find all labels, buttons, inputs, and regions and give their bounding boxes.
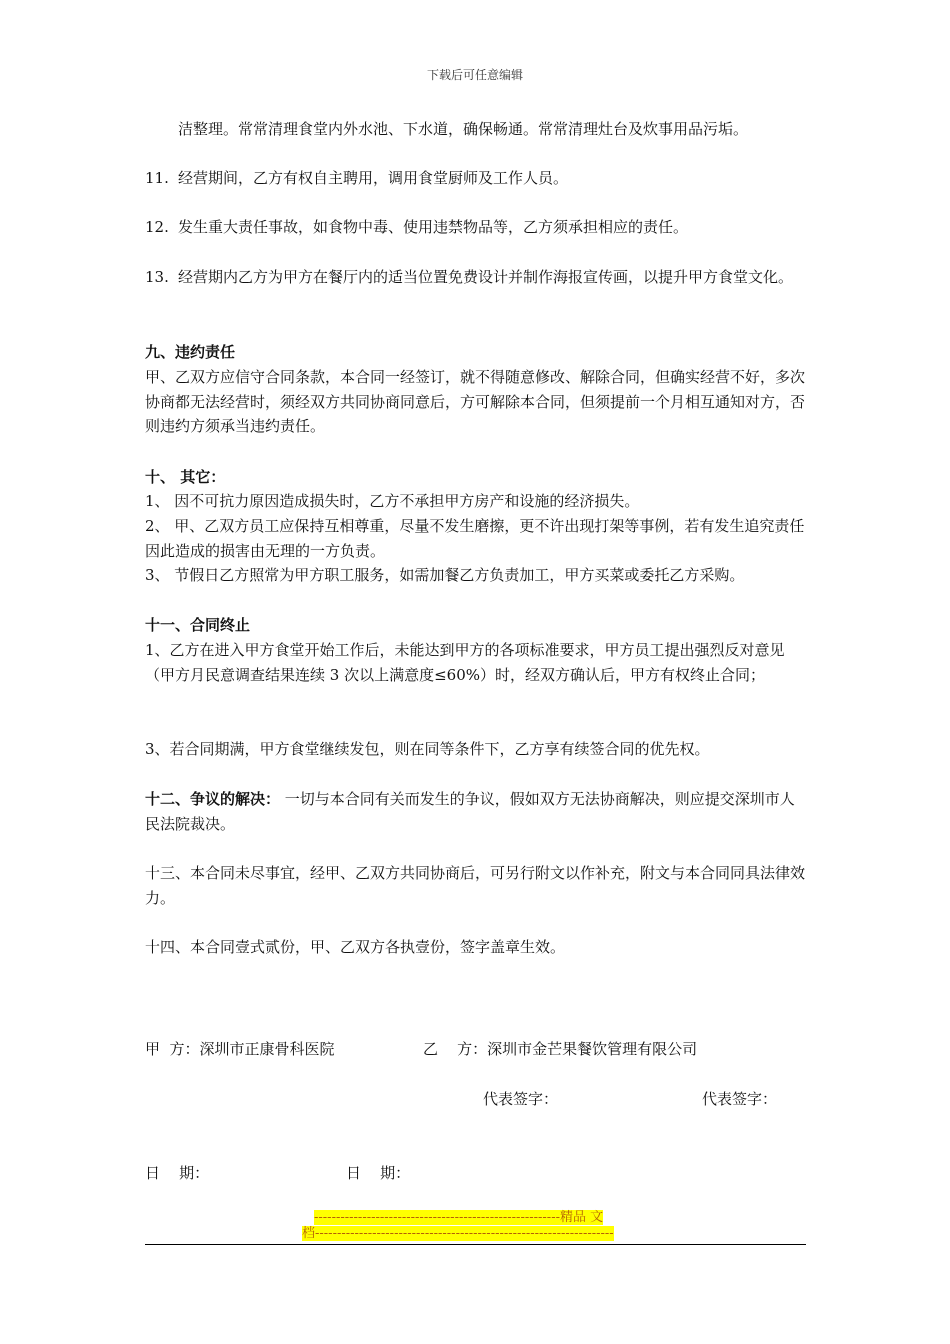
section-12-paragraph bbox=[145, 787, 807, 836]
page-header: 下载后可任意编辑 bbox=[426, 68, 523, 82]
item-text-11: 经营期间，乙方有权自主聘用，调用食堂厨师及工作人员。 bbox=[178, 169, 569, 187]
footer-line-1: --------------------------------------------------------精品 文 bbox=[314, 1210, 604, 1225]
section-13-paragraph: 十三、本合同未尽事宜，经甲、乙双方共同协商后，可另行附文以作补充，附文与本合同同具法律效力。 bbox=[145, 864, 806, 907]
section-12-heading: 十二、争议的解决： bbox=[145, 790, 281, 808]
party-b-label: 乙 方：深圳市金芒果餐饮管理有限公司 bbox=[423, 1040, 698, 1058]
item-number-12: 12. bbox=[145, 218, 169, 236]
section-10-item-2: 2、 甲、乙双方员工应保持互相尊重，尽量不发生磨擦，更不许出现打架等事例，若有发生追究责任因此造成的损害由无理的一方负责。 bbox=[145, 517, 805, 560]
item-number-11: 11. bbox=[145, 169, 169, 187]
representative-signature-b: 代表签字： bbox=[702, 1090, 778, 1108]
representative-signature-a: 代表签字： bbox=[483, 1090, 559, 1108]
section-14-paragraph: 十四、本合同壹式贰份，甲、乙双方各执壹份，签字盖章生效。 bbox=[145, 938, 566, 956]
date-a-label: 日 期： bbox=[145, 1164, 210, 1182]
section-10-item-1: 1、 因不可抗力原因造成损失时，乙方不承担甲方房产和设施的经济损失。 bbox=[145, 492, 640, 510]
date-b-label: 日 期： bbox=[346, 1164, 411, 1182]
section-10-item-3: 3、 节假日乙方照常为甲方职工服务，如需加餐乙方负责加工，甲方买菜或委托乙方采购。 bbox=[145, 566, 745, 584]
footer-divider bbox=[145, 1244, 806, 1245]
section-10-heading: 十、 其它： bbox=[145, 468, 226, 486]
item-number-13: 13. bbox=[145, 268, 169, 286]
continued-paragraph: 洁整理。常常清理食堂内外水池、下水道，确保畅通。常常清理灶台及炊事用品污垢。 bbox=[178, 120, 749, 138]
item-text-13: 经营期内乙方为甲方在餐厅内的适当位置免费设计并制作海报宣传画，以提升甲方食堂文化。 bbox=[178, 268, 794, 286]
section-9-body: 甲、乙双方应信守合同条款，本合同一经签订，就不得随意修改、解除合同，但确实经营不好，多次协商都无法经营时，须经双方共同协商同意后，方可解除本合同，但须提前一个月相互通知对方，否则违约方须承当违约责任。 bbox=[145, 368, 806, 435]
section-9-heading: 九、违约责任 bbox=[145, 343, 236, 361]
party-a-label: 甲 方：深圳市正康骨科医院 bbox=[145, 1040, 335, 1058]
footer-line-2: 档-------------------------------------------------------------------- bbox=[302, 1226, 614, 1241]
section-11-item-3: 3、若合同期满，甲方食堂继续发包，则在同等条件下，乙方享有续签合同的优先权。 bbox=[145, 740, 710, 758]
section-12-body: 一切与本合同有关而发生的争议，假如双方无法协商解决，则应提交深圳市人民法院裁决。 bbox=[145, 790, 795, 833]
footer-watermark bbox=[302, 1210, 650, 1242]
section-11-heading: 十一、合同终止 bbox=[145, 616, 251, 634]
item-text-12: 发生重大责任事故，如食物中毒、使用违禁物品等，乙方须承担相应的责任。 bbox=[178, 218, 689, 236]
section-11-item-1: 1、乙方在进入甲方食堂开始工作后，未能达到甲方的各项标准要求，甲方员工提出强烈反对意见（甲方月民意调查结果连续 3 次以上满意度≤60%）时，经双方确认后，甲方有权终止合同； bbox=[145, 641, 785, 684]
